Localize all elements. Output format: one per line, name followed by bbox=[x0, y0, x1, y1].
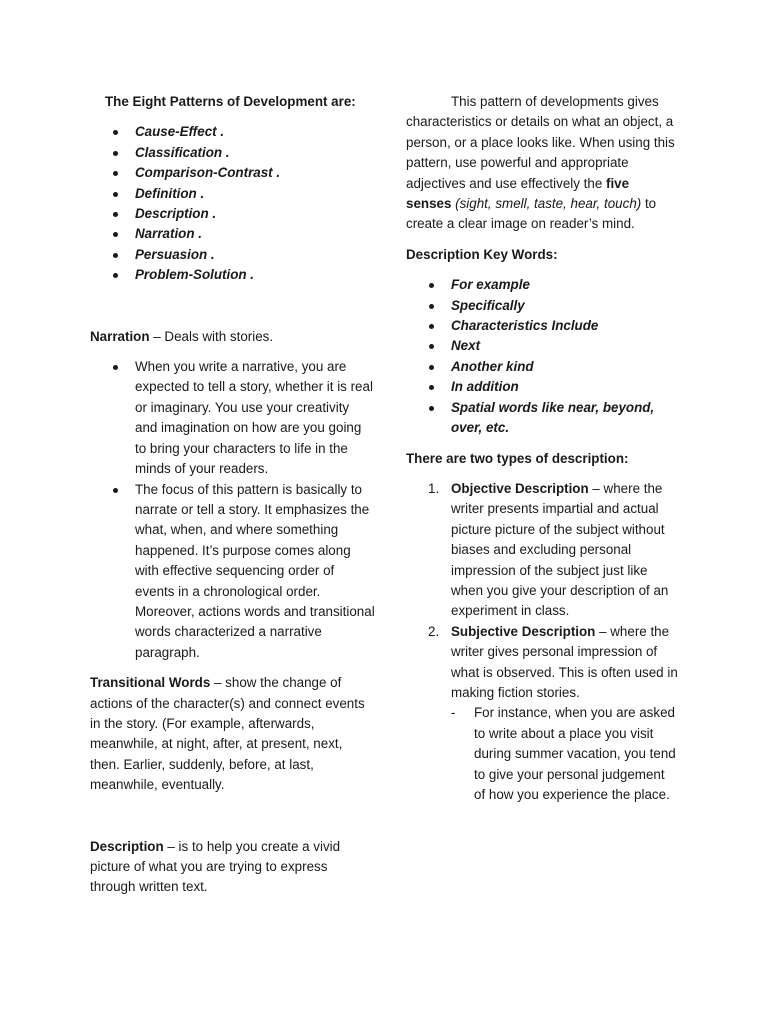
transitional-paragraph bbox=[90, 673, 375, 795]
patterns-heading: The Eight Patterns of Development are: bbox=[105, 94, 356, 109]
bullet-icon bbox=[113, 273, 118, 278]
bullet-icon bbox=[113, 192, 118, 197]
list-item bbox=[406, 479, 678, 622]
type-text: – where the writer presents impartial and actual picture picture of the subject without biases and excluding personal impression of the subject just like when you give your description of an experiment in class. bbox=[451, 480, 669, 619]
list-number: 2. bbox=[428, 623, 440, 639]
bullet-icon bbox=[113, 130, 118, 135]
list-item: When you write a narrative, you are expected to tell a story, whether it is real or imaginary. You use your creativity and imagination on how are you going to bring your characters to life in the minds of your readers. bbox=[135, 357, 375, 479]
key-words-heading: Description Key Words: bbox=[406, 246, 558, 262]
list-item: The focus of this pattern is basically to narrate or tell a story. It emphasizes the what, when, and where something happened. It’s purpose comes along with effective sequencing order of events in a chronological order. Moreover, actions words and transitional words characterized a narrative paragraph. bbox=[135, 480, 375, 664]
narration-definition: – Deals with stories. bbox=[149, 328, 274, 344]
list-item: Problem-Solution . bbox=[135, 265, 375, 285]
left-column bbox=[90, 92, 375, 898]
key-words-list bbox=[406, 275, 678, 438]
bullet-icon bbox=[429, 324, 434, 329]
description-definition: – is to help you create a vivid picture of what you are trying to express through written text. bbox=[90, 838, 341, 895]
patterns-list bbox=[90, 122, 375, 285]
list-item: Narration . bbox=[135, 224, 375, 244]
bullet-icon bbox=[113, 212, 118, 217]
description-term: Description bbox=[90, 838, 164, 854]
bullet-icon bbox=[429, 283, 434, 288]
subpoint-list bbox=[451, 703, 678, 805]
list-item: Description . bbox=[135, 204, 375, 224]
bullet-icon bbox=[113, 253, 118, 258]
bullet-icon bbox=[113, 365, 118, 370]
narration-paragraph bbox=[90, 327, 375, 347]
bullet-icon bbox=[429, 365, 434, 370]
list-item: Cause-Effect . bbox=[135, 122, 375, 142]
list-item bbox=[406, 622, 678, 806]
bullet-icon bbox=[113, 151, 118, 156]
narration-term: Narration bbox=[90, 328, 150, 344]
dash-marker: - bbox=[451, 705, 456, 721]
list-item: Next bbox=[451, 336, 678, 356]
bullet-icon bbox=[113, 488, 118, 493]
subpoint-text: For instance, when you are asked to write about a place you visit during summer vacation, you tend to give your personal judgement of how you experience the place. bbox=[474, 705, 676, 802]
list-item: Specifically bbox=[451, 296, 678, 316]
list-item: For example bbox=[451, 275, 678, 295]
list-item: Classification . bbox=[135, 143, 375, 163]
transitional-definition: – show the change of actions of the character(s) and connect events in the story. (For example, afterwards, meanwhile, at night, after, at present, next, then. Earlier, suddenly, before, at last, meanwhile, eventually. bbox=[90, 675, 365, 793]
types-heading: There are two types of description: bbox=[406, 450, 629, 466]
list-item: In addition bbox=[451, 377, 678, 397]
description-intro: This pattern of developments gives characteristics or details on what an object, a person, or a place looks like. When using this pattern, use powerful and appropriate adjectives and use effectively the five senses (sight, smell, taste, hear, touch) to create a clear image on reader’s mind. bbox=[406, 94, 675, 232]
transitional-term: Transitional Words bbox=[90, 675, 211, 691]
list-item: Persuasion . bbox=[135, 245, 375, 265]
bullet-icon bbox=[429, 406, 434, 411]
bullet-icon bbox=[429, 385, 434, 390]
description-paragraph bbox=[90, 837, 375, 898]
list-item: Characteristics Include bbox=[451, 316, 678, 336]
type-term: Objective Description bbox=[451, 480, 589, 496]
bullet-icon bbox=[429, 344, 434, 349]
list-number: 1. bbox=[428, 480, 440, 496]
list-item bbox=[451, 703, 678, 805]
type-term: Subjective Description bbox=[451, 623, 596, 639]
list-item: Comparison-Contrast . bbox=[135, 163, 375, 183]
bullet-icon bbox=[429, 304, 434, 309]
list-item: Spatial words like near, beyond, over, etc. bbox=[451, 398, 678, 439]
list-item: Another kind bbox=[451, 357, 678, 377]
bullet-icon bbox=[113, 232, 118, 237]
list-item: Definition . bbox=[135, 184, 375, 204]
right-column bbox=[406, 92, 678, 805]
types-list bbox=[406, 479, 678, 806]
bullet-icon bbox=[113, 171, 118, 176]
narration-bullets bbox=[90, 357, 375, 663]
type-text: – where the writer gives personal impression of what is observed. This is often used in making fiction stories. bbox=[451, 623, 678, 700]
